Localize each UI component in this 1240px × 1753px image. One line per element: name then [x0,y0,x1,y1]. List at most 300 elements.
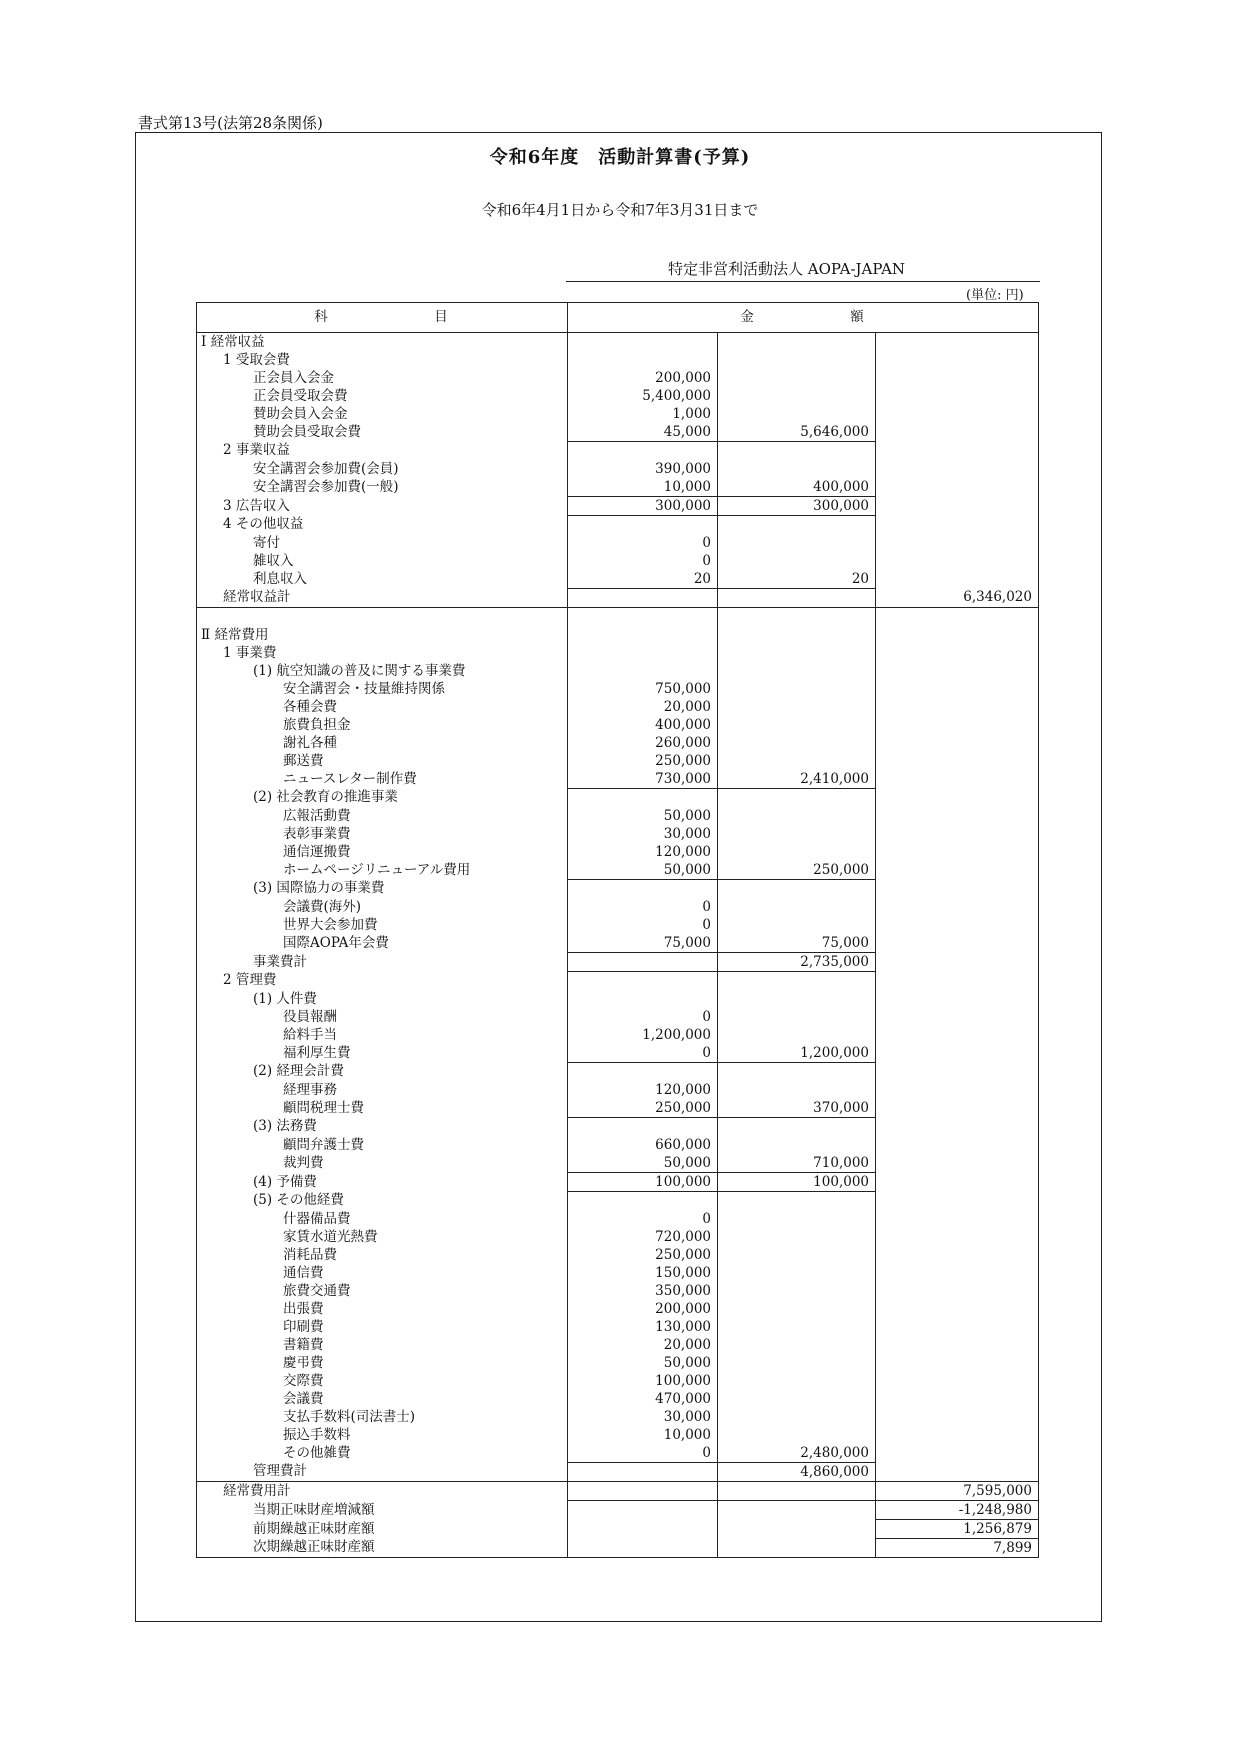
subject-header-char-2: 目 [434,309,448,325]
row-label: 事業費計 [197,953,568,972]
subtotal-amount [718,789,876,808]
detail-amount: 0 [568,898,718,916]
subtotal-amount [718,1081,876,1099]
table-row [197,1520,1039,1539]
subtotal-amount: 250,000 [718,861,876,880]
detail-amount: 100,000 [568,1173,718,1192]
total-amount [876,990,1039,1008]
subtotal-amount [718,333,876,352]
row-label: 経常費用計 [197,1482,568,1501]
row-label: 福利厚生費 [197,1044,568,1063]
table-row [197,825,1039,843]
detail-amount: 250,000 [568,1246,718,1264]
detail-amount [568,789,718,808]
detail-amount: 0 [568,552,718,570]
row-label: Ⅱ 経常費用 [197,626,568,644]
total-amount [876,1426,1039,1444]
detail-amount [568,1501,718,1520]
table-row [197,497,1039,516]
table-row [197,880,1039,899]
table-row [197,807,1039,825]
detail-amount: 200,000 [568,1300,718,1318]
row-label: 2 事業収益 [197,442,568,461]
detail-amount: 10,000 [568,478,718,497]
subtotal-amount [718,880,876,899]
subtotal-amount [718,1336,876,1354]
table-row [197,789,1039,808]
row-label: 経常収益計 [197,589,568,608]
row-label: 2 管理費 [197,972,568,991]
total-amount [876,1173,1039,1192]
subtotal-amount [718,1063,876,1082]
subtotal-amount: 370,000 [718,1099,876,1118]
total-amount [876,333,1039,352]
detail-amount: 0 [568,1008,718,1026]
total-amount [876,934,1039,953]
table-row [197,1444,1039,1463]
row-label: 旅費負担金 [197,716,568,734]
row-label: 広報活動費 [197,807,568,825]
row-label: 安全講習会参加費(会員) [197,460,568,478]
total-amount [876,825,1039,843]
total-amount [876,1210,1039,1228]
row-label: 家賃水道光熱費 [197,1228,568,1246]
total-amount: -1,248,980 [876,1501,1039,1520]
row-label: (5) その他経費 [197,1192,568,1211]
row-label: 賛助会員入会金 [197,405,568,423]
table-row [197,1192,1039,1211]
row-label: ニュースレター制作費 [197,770,568,789]
subtotal-amount [718,1372,876,1390]
row-label: 出張費 [197,1300,568,1318]
total-amount [876,608,1039,627]
table-row [197,972,1039,991]
table-row [197,680,1039,698]
row-label: 4 その他収益 [197,516,568,535]
row-label: 印刷費 [197,1318,568,1336]
row-label: 利息収入 [197,570,568,589]
detail-amount: 250,000 [568,752,718,770]
subtotal-amount [718,1136,876,1154]
row-label: 役員報酬 [197,1008,568,1026]
table-row [197,843,1039,861]
table-row [197,589,1039,608]
detail-amount: 30,000 [568,1408,718,1426]
detail-amount [568,990,718,1008]
total-amount [876,698,1039,716]
row-label: 給料手当 [197,1026,568,1044]
table-row [197,1318,1039,1336]
detail-amount: 1,200,000 [568,1026,718,1044]
row-label: 1 事業費 [197,644,568,662]
row-label: (2) 社会教育の推進事業 [197,789,568,808]
table-row [197,405,1039,423]
table-row [197,1008,1039,1026]
total-amount [876,1336,1039,1354]
row-label: 1 受取会費 [197,351,568,369]
subtotal-amount [718,1539,876,1558]
subtotal-amount [718,680,876,698]
subtotal-amount [718,1192,876,1211]
row-label: 通信費 [197,1264,568,1282]
row-label: 正会員受取会費 [197,387,568,405]
subtotal-amount [718,1482,876,1501]
subtotal-amount: 2,735,000 [718,953,876,972]
subtotal-amount [718,825,876,843]
total-amount: 6,346,020 [876,589,1039,608]
subtotal-amount [718,626,876,644]
subtotal-amount [718,552,876,570]
table-row [197,934,1039,953]
total-amount [876,1063,1039,1082]
subtotal-amount [718,351,876,369]
subtotal-amount [718,589,876,608]
row-label: 正会員入会金 [197,369,568,387]
row-label: (1) 航空知識の普及に関する事業費 [197,662,568,680]
detail-amount: 75,000 [568,934,718,953]
detail-amount: 20,000 [568,698,718,716]
subtotal-amount [718,1408,876,1426]
detail-amount: 50,000 [568,1154,718,1173]
subtotal-amount [718,1300,876,1318]
total-amount [876,1390,1039,1408]
subtotal-amount [718,644,876,662]
detail-amount: 400,000 [568,716,718,734]
detail-amount [568,1063,718,1082]
subtotal-amount [718,1426,876,1444]
row-label: 旅費交通費 [197,1282,568,1300]
total-amount [876,1081,1039,1099]
subtotal-amount [718,698,876,716]
row-label: 各種会費 [197,698,568,716]
detail-amount: 20,000 [568,1336,718,1354]
table-row [197,1300,1039,1318]
total-amount [876,1318,1039,1336]
total-amount [876,716,1039,734]
row-label: 雑収入 [197,552,568,570]
table-row [197,861,1039,880]
total-amount [876,423,1039,442]
total-amount [876,552,1039,570]
activity-statement-table [196,302,1039,1558]
total-amount [876,570,1039,589]
total-amount [876,1118,1039,1137]
table-row [197,1372,1039,1390]
table-row [197,1210,1039,1228]
row-label: 3 広告収入 [197,497,568,516]
total-amount [876,1026,1039,1044]
detail-amount: 350,000 [568,1282,718,1300]
form-code: 書式第13号(法第28条関係) [138,114,323,132]
table-row [197,442,1039,461]
subtotal-amount: 2,410,000 [718,770,876,789]
total-amount [876,916,1039,934]
row-label: 前期繰越正味財産額 [197,1520,568,1539]
table-row [197,460,1039,478]
table-row [197,552,1039,570]
detail-amount: 200,000 [568,369,718,387]
detail-amount: 1,000 [568,405,718,423]
total-amount [876,972,1039,991]
detail-amount: 720,000 [568,1228,718,1246]
detail-amount: 45,000 [568,423,718,442]
subject-header-char-1: 科 [314,309,328,325]
total-amount [876,497,1039,516]
subtotal-amount [718,405,876,423]
row-label: 郵送費 [197,752,568,770]
subtotal-amount [718,1228,876,1246]
row-label: 次期繰越正味財産額 [197,1539,568,1558]
subtotal-amount [718,1264,876,1282]
detail-amount [568,1520,718,1539]
row-label: 寄付 [197,534,568,552]
table-row [197,1336,1039,1354]
table-row [197,478,1039,497]
total-amount [876,843,1039,861]
total-amount: 1,256,879 [876,1520,1039,1539]
row-label: 通信運搬費 [197,843,568,861]
detail-amount: 50,000 [568,861,718,880]
table-row [197,1063,1039,1082]
total-amount [876,1154,1039,1173]
total-amount [876,1354,1039,1372]
total-amount [876,1463,1039,1482]
total-amount [876,1099,1039,1118]
table-row [197,1463,1039,1482]
subtotal-amount [718,1318,876,1336]
subtotal-amount [718,1354,876,1372]
detail-amount: 5,400,000 [568,387,718,405]
detail-amount: 0 [568,1444,718,1463]
row-label: 支払手数料(司法書士) [197,1408,568,1426]
detail-amount [568,880,718,899]
detail-amount: 660,000 [568,1136,718,1154]
table-row [197,1390,1039,1408]
row-label: 慶弔費 [197,1354,568,1372]
total-amount [876,1044,1039,1063]
total-amount [876,752,1039,770]
subtotal-amount [718,442,876,461]
total-amount: 7,595,000 [876,1482,1039,1501]
table-row [197,1282,1039,1300]
page-title: 令和6年度 活動計算書(予算) [489,147,751,168]
row-label: 世界大会参加費 [197,916,568,934]
row-label: (1) 人件費 [197,990,568,1008]
subtotal-amount [718,1520,876,1539]
subtotal-amount [718,898,876,916]
total-amount [876,1444,1039,1463]
total-amount [876,1246,1039,1264]
subtotal-amount [718,807,876,825]
total-amount [876,770,1039,789]
table-row [197,1136,1039,1154]
row-label: 振込手数料 [197,1426,568,1444]
table-row [197,1246,1039,1264]
detail-amount [568,1192,718,1211]
total-amount [876,478,1039,497]
total-amount [876,807,1039,825]
row-label: 顧問税理士費 [197,1099,568,1118]
table-header-row [197,303,1039,333]
row-label: ホームページリニューアル費用 [197,861,568,880]
subtotal-amount [718,716,876,734]
row-label: 当期正味財産増減額 [197,1501,568,1520]
row-label: (2) 経理会計費 [197,1063,568,1082]
total-amount [876,1192,1039,1211]
fiscal-period: 令和6年4月1日から令和7年3月31日まで [481,201,759,219]
row-label: 顧問弁護士費 [197,1136,568,1154]
row-label: 消耗品費 [197,1246,568,1264]
row-label: (4) 予備費 [197,1173,568,1192]
subtotal-amount: 400,000 [718,478,876,497]
subtotal-amount: 100,000 [718,1173,876,1192]
amount-header-char-1: 金 [740,309,754,325]
subtotal-amount [718,516,876,535]
total-amount [876,442,1039,461]
row-label: 賛助会員受取会費 [197,423,568,442]
subtotal-amount [718,916,876,934]
detail-amount: 300,000 [568,497,718,516]
detail-amount: 730,000 [568,770,718,789]
table-row [197,1099,1039,1118]
table-row [197,752,1039,770]
table-row [197,990,1039,1008]
subtotal-amount: 4,860,000 [718,1463,876,1482]
subtotal-amount [718,972,876,991]
detail-amount: 390,000 [568,460,718,478]
subtotal-amount [718,1246,876,1264]
detail-amount: 0 [568,1210,718,1228]
table-row [197,953,1039,972]
table-row [197,333,1039,352]
subtotal-amount [718,534,876,552]
detail-amount [568,953,718,972]
total-amount [876,1228,1039,1246]
total-amount [876,1300,1039,1318]
subtotal-amount [718,1501,876,1520]
subtotal-amount [718,752,876,770]
detail-amount: 50,000 [568,807,718,825]
table-row [197,570,1039,589]
row-label: 什器備品費 [197,1210,568,1228]
detail-amount [568,1463,718,1482]
detail-amount: 10,000 [568,1426,718,1444]
table-row [197,698,1039,716]
total-amount [876,1372,1039,1390]
table-row [197,1539,1039,1558]
row-label: 謝礼各種 [197,734,568,752]
row-label: 経理事務 [197,1081,568,1099]
table-row [197,1081,1039,1099]
subtotal-amount: 20 [718,570,876,589]
subtotal-amount [718,369,876,387]
unit-label: (単位: 円) [966,288,1024,303]
subtotal-amount [718,1118,876,1137]
table-row [197,1026,1039,1044]
detail-amount: 50,000 [568,1354,718,1372]
detail-amount: 0 [568,916,718,934]
detail-amount [568,351,718,369]
table-row [197,369,1039,387]
amount-header-char-2: 額 [850,309,864,325]
row-label: 表彰事業費 [197,825,568,843]
table-row [197,770,1039,789]
row-label: 国際AOPA年会費 [197,934,568,953]
subtotal-amount: 300,000 [718,497,876,516]
detail-amount [568,1482,718,1501]
table-row [197,644,1039,662]
table-row [197,1118,1039,1137]
row-label: 安全講習会参加費(一般) [197,478,568,497]
table-row [197,662,1039,680]
total-amount [876,351,1039,369]
detail-amount [568,333,718,352]
organization-name: 特定非営利活動法人 AOPA-JAPAN [668,260,906,278]
subtotal-amount [718,387,876,405]
table-row [197,387,1039,405]
row-label: 裁判費 [197,1154,568,1173]
total-amount [876,880,1039,899]
detail-amount [568,972,718,991]
total-amount [876,369,1039,387]
total-amount [876,861,1039,880]
total-amount [876,1008,1039,1026]
subtotal-amount [718,843,876,861]
table-row [197,716,1039,734]
total-amount [876,1136,1039,1154]
total-amount [876,460,1039,478]
row-label: その他雑費 [197,1444,568,1463]
table-row [197,534,1039,552]
table-row [197,734,1039,752]
subtotal-amount [718,1008,876,1026]
organization-underline [566,281,1040,282]
subtotal-amount: 75,000 [718,934,876,953]
total-amount [876,626,1039,644]
row-label: 交際費 [197,1372,568,1390]
detail-amount [568,608,718,627]
table-row [197,916,1039,934]
table-row [197,1173,1039,1192]
table-row [197,626,1039,644]
detail-amount [568,626,718,644]
subtotal-amount: 5,646,000 [718,423,876,442]
subtotal-amount [718,990,876,1008]
total-amount [876,405,1039,423]
detail-amount: 100,000 [568,1372,718,1390]
detail-amount: 120,000 [568,1081,718,1099]
amount-header [568,303,1039,333]
detail-amount: 260,000 [568,734,718,752]
total-amount [876,898,1039,916]
detail-amount: 120,000 [568,843,718,861]
table-row [197,898,1039,916]
subtotal-amount [718,1282,876,1300]
detail-amount: 20 [568,570,718,589]
detail-amount [568,1118,718,1137]
detail-amount: 30,000 [568,825,718,843]
table-row [197,516,1039,535]
table-row [197,1228,1039,1246]
table-row [197,351,1039,369]
total-amount [876,387,1039,405]
row-label: (3) 法務費 [197,1118,568,1137]
detail-amount: 150,000 [568,1264,718,1282]
total-amount [876,1264,1039,1282]
table-row [197,1501,1039,1520]
detail-amount [568,516,718,535]
total-amount [876,734,1039,752]
